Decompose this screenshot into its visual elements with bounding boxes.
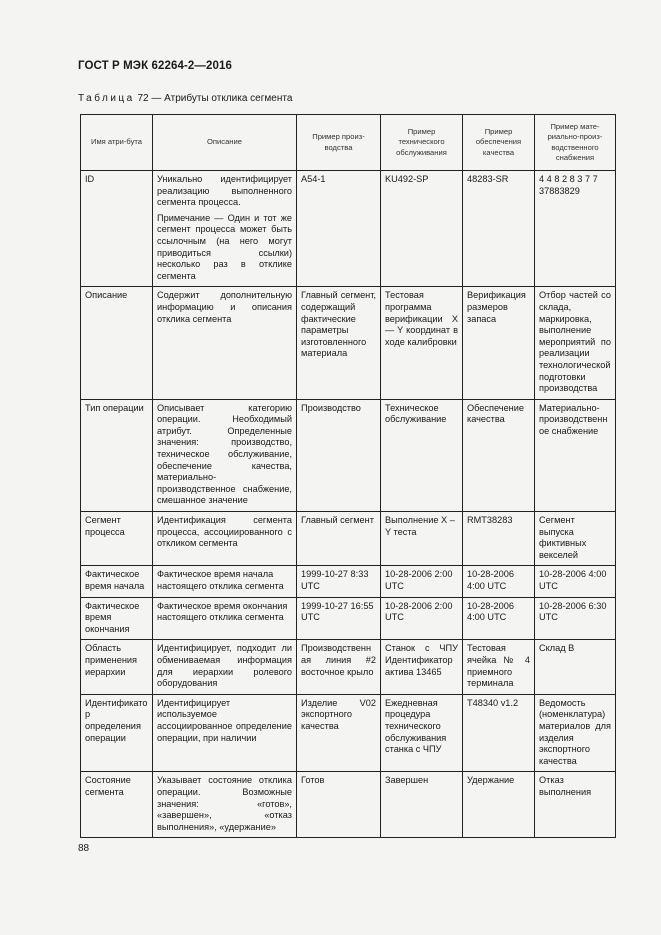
cell-description: Фактическое время окончания настоящего отклика сегмента bbox=[153, 597, 297, 640]
page-number: 88 bbox=[78, 843, 90, 854]
cell-name: Состояние сегмента bbox=[81, 772, 153, 838]
cell-description: Содержит дополнительную информацию и описания отклика сегмента bbox=[153, 287, 297, 399]
table-row bbox=[81, 512, 616, 566]
cell-name: Тип операции bbox=[81, 399, 153, 511]
cell-production: Производство bbox=[297, 399, 381, 511]
header-name: Имя атри-бута bbox=[81, 115, 153, 171]
cell-name: Сегмент процесса bbox=[81, 512, 153, 566]
cell-maintenance: KU492-SP bbox=[381, 171, 463, 287]
cell-quality: Обеспечение качества bbox=[463, 399, 535, 511]
cell-quality: 48283-SR bbox=[463, 171, 535, 287]
cell-inventory: Склад В bbox=[535, 640, 616, 694]
description-text: Уникально идентифицирует реализацию выполненного сегмента процесса. bbox=[157, 174, 292, 208]
cell-maintenance: 10-28-2006 2:00 UTC bbox=[381, 597, 463, 640]
cell-description: Указывает состояние отклика операции. Возможные значения: «готов», «завершен», «отказ выполнения», «удержание» bbox=[153, 772, 297, 838]
table-header-row bbox=[81, 115, 616, 171]
cell-quality: RMT38283 bbox=[463, 512, 535, 566]
table-caption bbox=[78, 93, 292, 104]
table-row bbox=[81, 287, 616, 399]
cell-quality: Верификация размеров запаса bbox=[463, 287, 535, 399]
cell-inventory: Сегмент выпуска фиктивных векселей bbox=[535, 512, 616, 566]
table-row bbox=[81, 772, 616, 838]
cell-description bbox=[153, 171, 297, 287]
cell-quality: Тестовая ячейка № 4 приемного терминала bbox=[463, 640, 535, 694]
cell-description: Идентификация сегмента процесса, ассоциированного с откликом сегмента bbox=[153, 512, 297, 566]
cell-production: Изделие V02 экспортного качества bbox=[297, 694, 381, 772]
cell-description: Фактическое время начала настоящего отклика сегмента bbox=[153, 566, 297, 597]
cell-production: Готов bbox=[297, 772, 381, 838]
cell-inventory: Ведомость (номенклатура) материалов для изделия экспортного качества bbox=[535, 694, 616, 772]
cell-quality: Удержание bbox=[463, 772, 535, 838]
cell-description: Описывает категорию операции. Необходимый атрибут. Определенные значения: производство, техническое обслуживание, обеспечение качества, материально-производственное снабжение, смешанное значение bbox=[153, 399, 297, 511]
cell-maintenance: Тестовая программа верификации X — Y координат в ходе калибровки bbox=[381, 287, 463, 399]
table-row bbox=[81, 640, 616, 694]
caption-number: 72 bbox=[137, 93, 149, 104]
cell-production: Главный сегмент, содержащий фактические параметры изготовленного материала bbox=[297, 287, 381, 399]
cell-name: Область применения иерархии bbox=[81, 640, 153, 694]
table-row bbox=[81, 694, 616, 772]
cell-production: Главный сегмент bbox=[297, 512, 381, 566]
cell-production: Производственная линия #2 восточное крыло bbox=[297, 640, 381, 694]
header-maintenance: Пример технического обслуживания bbox=[381, 115, 463, 171]
cell-quality: T48340 v1.2 bbox=[463, 694, 535, 772]
header-inventory: Пример мате-риально-произ-водственного снабжения bbox=[535, 115, 616, 171]
table-row bbox=[81, 566, 616, 597]
cell-name: Фактическое время начала bbox=[81, 566, 153, 597]
cell-maintenance: Техническое обслуживание bbox=[381, 399, 463, 511]
document-header: ГОСТ Р МЭК 62264-2—2016 bbox=[78, 60, 232, 72]
cell-name: ID bbox=[81, 171, 153, 287]
caption-label: Таблица bbox=[78, 93, 135, 104]
cell-name: Описание bbox=[81, 287, 153, 399]
table-row bbox=[81, 399, 616, 511]
cell-inventory: 10-28-2006 6:30 UTC bbox=[535, 597, 616, 640]
cell-inventory: Отказ выполнения bbox=[535, 772, 616, 838]
cell-inventory: Отбор частей со склада, маркировка, выполнение мероприятий по реализации технологической подготовки производства bbox=[535, 287, 616, 399]
cell-production: 1999-10-27 8:33 UTC bbox=[297, 566, 381, 597]
cell-production: A54-1 bbox=[297, 171, 381, 287]
header-production: Пример произ-водства bbox=[297, 115, 381, 171]
cell-inventory: 10-28-2006 4:00 UTC bbox=[535, 566, 616, 597]
cell-description: Идентифицирует используемое ассоциированное определение операции, при наличии bbox=[153, 694, 297, 772]
cell-quality: 10-28-2006 4:00 UTC bbox=[463, 566, 535, 597]
cell-maintenance: Выполнение X – Y теста bbox=[381, 512, 463, 566]
cell-inventory: 4 4 8 2 8 3 7 7 37883829 bbox=[535, 171, 616, 287]
header-description: Описание bbox=[153, 115, 297, 171]
attributes-table bbox=[80, 114, 616, 838]
cell-production: 1999-10-27 16:55 UTC bbox=[297, 597, 381, 640]
cell-inventory: Материально-производственное снабжение bbox=[535, 399, 616, 511]
cell-description: Идентифицирует, подходит ли обмениваемая информация для иерархии ролевого оборудования bbox=[153, 640, 297, 694]
cell-name: Идентификатор определения операции bbox=[81, 694, 153, 772]
cell-maintenance: Завершен bbox=[381, 772, 463, 838]
caption-text: — Атрибуты отклика сегмента bbox=[148, 93, 293, 104]
cell-maintenance: Станок с ЧПУ Идентификатор актива 13465 bbox=[381, 640, 463, 694]
table-row bbox=[81, 597, 616, 640]
cell-maintenance: Ежедневная процедура технического обслуживания станка с ЧПУ bbox=[381, 694, 463, 772]
cell-quality: 10-28-2006 4:00 UTC bbox=[463, 597, 535, 640]
table-row bbox=[81, 171, 616, 287]
cell-name: Фактическое время окончания bbox=[81, 597, 153, 640]
cell-maintenance: 10-28-2006 2:00 UTC bbox=[381, 566, 463, 597]
header-quality: Пример обеспечения качества bbox=[463, 115, 535, 171]
description-note: Примечание — Один и тот же сегмент процесса может быть ссылочным (на него могут приводиться ссылки) несколько раз в отклике сегмента bbox=[157, 212, 292, 281]
